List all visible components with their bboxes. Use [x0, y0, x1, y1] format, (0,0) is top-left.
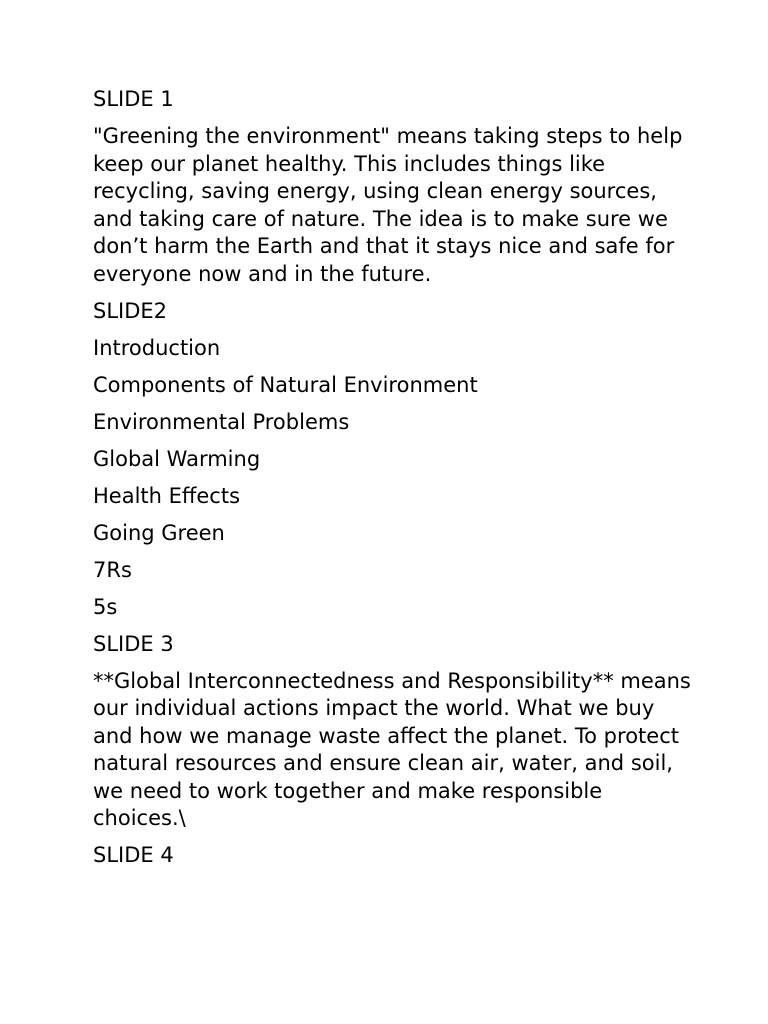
outline-item-problems: Environmental Problems: [93, 409, 350, 434]
slide-1-body: "Greening the environment" means taking steps to help keep our planet healthy. This includes things like recycling, saving energy, using clean energy sources, and taking care of nature. The idea is to make sure we don’t harm the Earth and that it stays nice and safe for everyone now and in the future.: [93, 124, 683, 286]
outline-item-7rs: 7Rs: [93, 557, 132, 582]
outline-item-components: Components of Natural Environment: [93, 372, 478, 397]
outline-item-introduction: Introduction: [93, 335, 221, 360]
outline-item-going-green: Going Green: [93, 520, 225, 545]
outline-item-health-effects: Health Effects: [93, 483, 241, 508]
slide-3-heading: SLIDE 3: [93, 631, 174, 656]
document-page: [93, 86, 693, 879]
slide-3-body: **Global Interconnectedness and Responsibility** means our individual actions impact the world. What we buy and how we manage waste affect the planet. To protect natural resources and ensure clean air, water, and soil, we need to work together and make responsible choices.\: [93, 668, 691, 830]
slide-4-heading: SLIDE 4: [93, 843, 174, 867]
slide-2-heading: SLIDE2: [93, 298, 168, 323]
outline-item-global-warming: Global Warming: [93, 446, 261, 471]
outline-item-5s: 5s: [93, 594, 118, 619]
slide-1-heading: SLIDE 1: [93, 87, 174, 111]
